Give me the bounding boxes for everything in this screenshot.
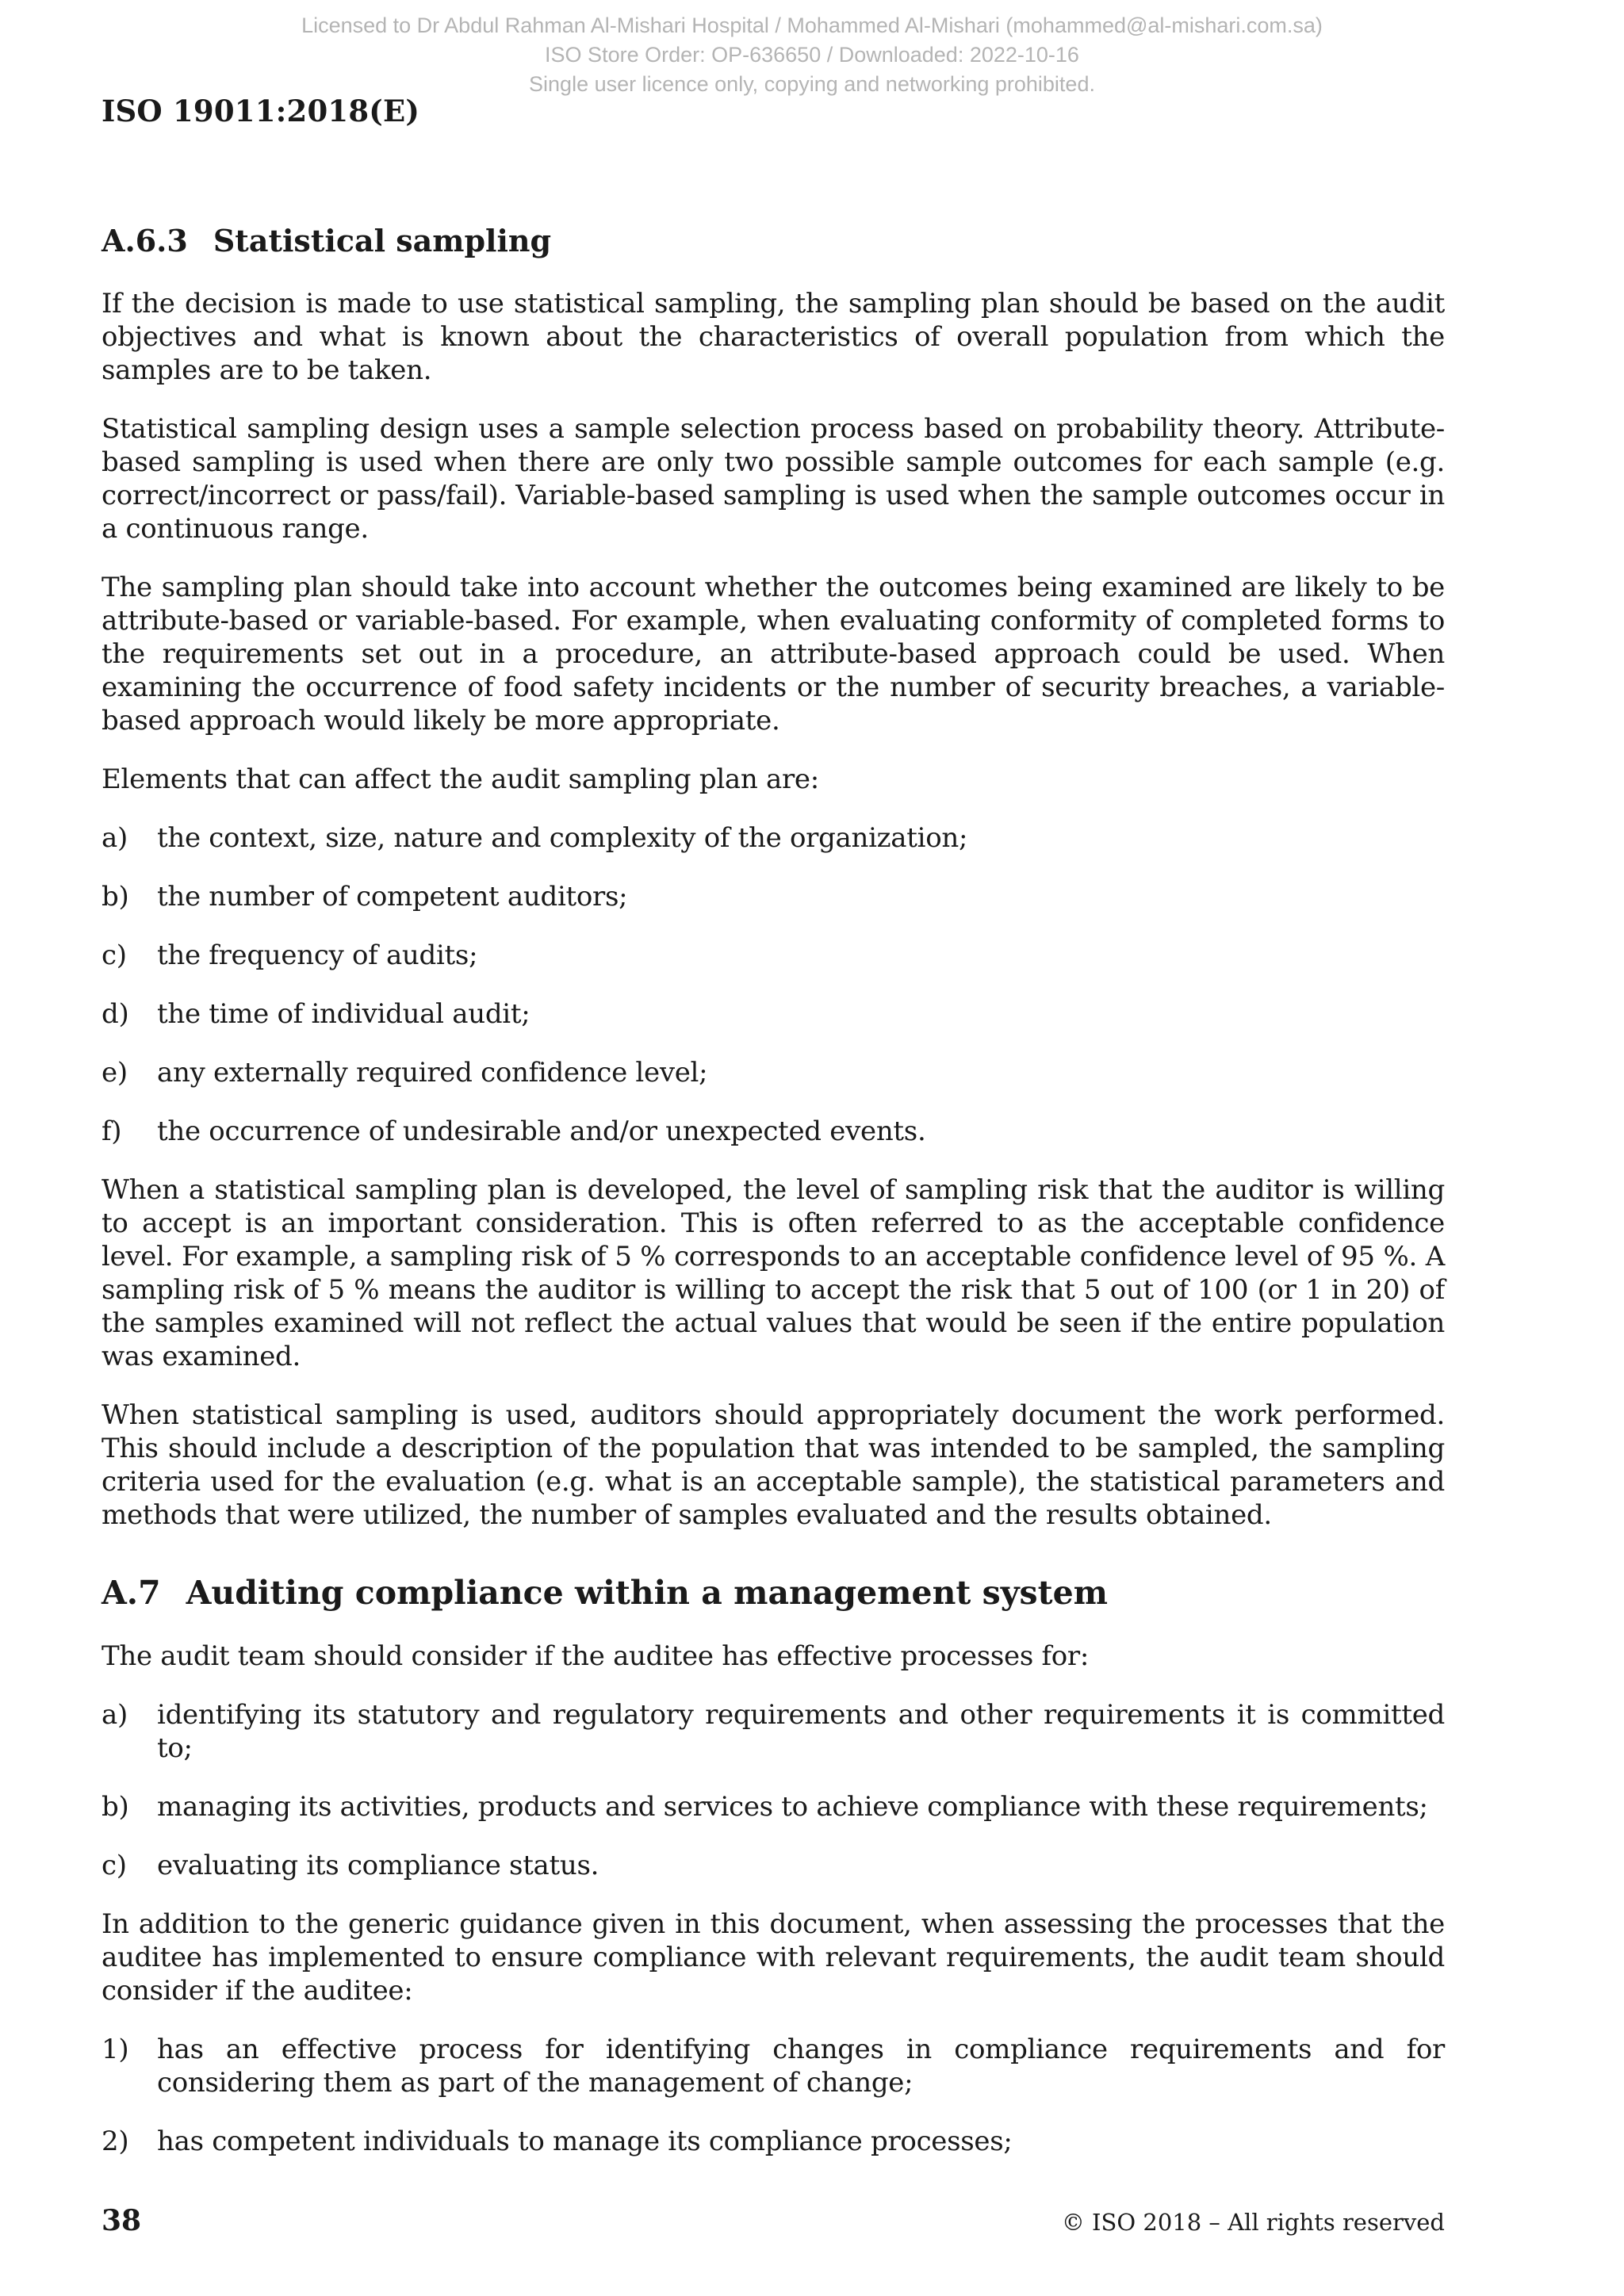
list-item-text: has an effective process for identifying changes in compliance requirements and for considering them as part of the management of change; [157,2034,1445,2099]
paragraph: When statistical sampling is used, auditors should appropriately document the work performed. This should include a description of the population that was intended to be sampled, the sampling criteria used for the evaluation (e.g. what is an acceptable sample), the statistical parameters and methods that were utilized, the number of samples evaluated and the results obtained. [102,1399,1445,1531]
watermark-line-1: Licensed to Dr Abdul Rahman Al-Mishari Hospital / Mohammed Al-Mishari (mohammed@al-mishari.com.sa) [301,13,1323,37]
list-item-text: the number of competent auditors; [157,881,628,913]
paragraph: Elements that can affect the audit sampling plan are: [102,763,819,795]
auditee-considerations-list [102,2033,1445,2158]
list-item-text: managing its activities, products and services to achieve compliance with these requirements; [157,1791,1428,1823]
list-item [102,1849,1445,1882]
heading-a7-title: Auditing compliance within a management system [186,1574,1109,1612]
list-marker: b) [102,881,129,913]
document-identifier: ISO 19011:2018(E) [102,94,420,128]
list-item [102,1115,1445,1148]
list-item [102,939,1445,972]
page-body [102,222,1445,2183]
list-item [102,1056,1445,1089]
paragraph: When a statistical sampling plan is developed, the level of sampling risk that the auditor is willing to accept is an important consideration. This is often referred to as the acceptable confidence level. For example, a sampling risk of 5 % corresponds to an acceptable confidence level of 95 %. A sampling risk of 5 % means the auditor is willing to accept the risk that 5 out of 100 (or 1 in 20) of the samples examined will not reflect the actual values that would be seen if the entire population was examined. [102,1174,1445,1372]
list-item [102,2033,1445,2099]
compliance-processes-list [102,1698,1445,1882]
list-marker: e) [102,1057,128,1089]
list-marker: a) [102,822,128,854]
list-marker: 1) [102,2034,129,2065]
page-number: 38 [102,2204,142,2237]
heading-a63 [102,222,1445,260]
list-item-text: the time of individual audit; [157,998,530,1030]
heading-a63-number: A.6.3 [102,223,188,258]
list-item-text: the occurrence of undesirable and/or unexpected events. [157,1115,926,1147]
sampling-elements-list [102,821,1445,1148]
licence-watermark [0,11,1624,99]
paragraph: The audit team should consider if the auditee has effective processes for: [102,1640,1090,1672]
heading-a7 [102,1573,1445,1613]
list-item [102,1698,1445,1765]
list-item-text: the context, size, nature and complexity of the organization; [157,822,968,854]
list-marker: f) [102,1115,122,1147]
list-marker: a) [102,1699,128,1731]
list-item [102,821,1445,855]
paragraph: The sampling plan should take into account whether the outcomes being examined are likely to be attribute-based or variable-based. For example, when evaluating conformity of completed forms to the requirements set out in a procedure, an attribute-based approach could be used. When examining the occurrence of food safety incidents or the number of security breaches, a variable-based approach would likely be more appropriate. [102,572,1445,737]
list-marker: d) [102,998,129,1030]
copyright-notice: © ISO 2018 – All rights reserved [1061,2209,1445,2236]
list-item [102,880,1445,913]
list-item [102,2125,1445,2158]
paragraph: In addition to the generic guidance given in this document, when assessing the processes that the auditee has implemented to ensure compliance with relevant requirements, the audit team should consider if the auditee: [102,1908,1445,2007]
list-item [102,1790,1445,1823]
list-item-text: identifying its statutory and regulatory requirements and other requirements it is committed to; [157,1699,1445,1764]
list-item-text: any externally required confidence level; [157,1057,708,1089]
paragraph: If the decision is made to use statistical sampling, the sampling plan should be based on the audit objectives and what is known about the characteristics of overall population from which the samples are to be taken. [102,288,1445,386]
list-item-text: the frequency of audits; [157,939,478,971]
watermark-line-3: Single user licence only, copying and networking prohibited. [529,72,1095,96]
watermark-line-2: ISO Store Order: OP-636650 / Downloaded: 2022-10-16 [545,43,1079,67]
list-item-text: has competent individuals to manage its compliance processes; [157,2126,1013,2157]
list-marker: c) [102,1850,127,1881]
heading-a7-number: A.7 [102,1574,161,1612]
list-item [102,997,1445,1031]
list-marker: b) [102,1791,129,1823]
list-marker: c) [102,939,127,971]
heading-a63-title: Statistical sampling [213,223,552,258]
list-marker: 2) [102,2126,129,2157]
paragraph: Statistical sampling design uses a sample selection process based on probability theory. Attribute-based sampling is used when there are only two possible sample outcomes for each sample (e.g. correct/incorrect or pass/fail). Variable-based sampling is used when the sample outcomes occur in a continuous range. [102,413,1445,545]
list-item-text: evaluating its compliance status. [157,1850,599,1881]
